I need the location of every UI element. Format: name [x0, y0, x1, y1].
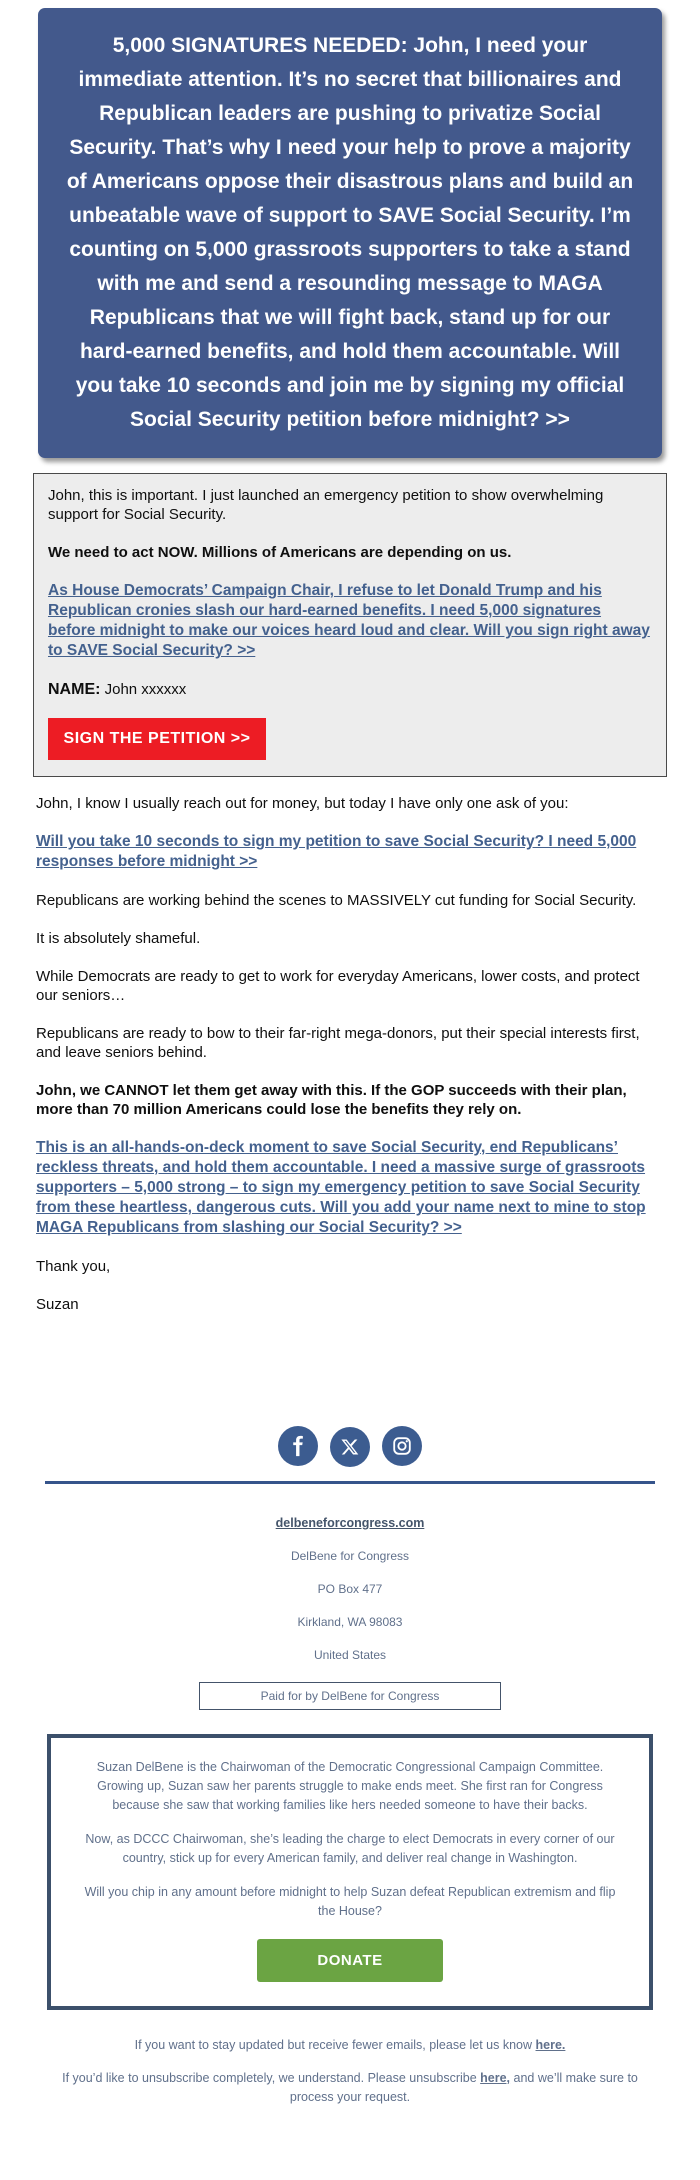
body-democrats: While Democrats are ready to get to work for everyday Americans, lower costs, and protect our seniors… — [36, 968, 640, 1004]
body-republicans-2: Republicans are ready to bow to their far-right mega-donors, put their special interests first, and leave seniors behind. — [36, 1025, 640, 1061]
address-org: DelBene for Congress — [290, 1549, 410, 1563]
footer-divider — [45, 1481, 655, 1484]
unsubscribe-text: If you’d like to unsubscribe completely, we understand. Please unsubscribe — [62, 2071, 481, 2085]
unsubscribe-link[interactable]: here, — [480, 2071, 511, 2085]
bio-paragraph-1: Suzan DelBene is the Chairwoman of the Democratic Congressional Campaign Committee. Growing up, Suzan saw her parents struggle to make ends meet. She first ran for Congress because she saw that working families like hers needed someone to have their backs. — [96, 1760, 604, 1812]
petition-urgency: We need to act NOW. Millions of Americans are depending on us. — [48, 544, 512, 561]
facebook-icon — [287, 1435, 309, 1457]
x-twitter-icon — [340, 1437, 360, 1457]
fewer-emails-text: If you want to stay updated but receive fewer emails, please let us know — [134, 2038, 536, 2052]
x-twitter-link[interactable] — [330, 1427, 370, 1467]
body-intro: John, I know I usually reach out for money, but today I have only one ask of you: — [36, 795, 569, 812]
email-preferences-footer — [40, 2036, 660, 2107]
name-label: NAME: — [48, 681, 101, 698]
body-petition-link-2[interactable]: This is an all-hands-on-deck moment to save Social Security, end Republicans’ reckless threats, and hold them accountable. I need a massive surge of grassroots supporters – 5,000 strong – to sign my emergency petition to save Social Security from these heartless, dangerous cuts. Will you add your name next to mine to stop MAGA Republicans from slashing our Social Security? >> — [36, 1139, 646, 1236]
unsubscribe-line — [40, 2069, 660, 2107]
body-petition-link-1[interactable]: Will you take 10 seconds to sign my petition to save Social Security? I need 5,000 responses before midnight >> — [36, 833, 637, 870]
bio-chip-in-ask: Will you chip in any amount before midnight to help Suzan defeat Republican extremism and flip the House? — [84, 1885, 616, 1918]
donate-button[interactable]: DONATE — [257, 1939, 443, 1982]
campaign-website-link[interactable]: delbeneforcongress.com — [275, 1516, 425, 1530]
name-line — [48, 680, 652, 699]
bio-paragraph-2: Now, as DCCC Chairwoman, she’s leading the charge to elect Democrats in every corner of our country, stick up for every American family, and deliver real change in Washington. — [85, 1832, 615, 1865]
name-value: John xxxxxx — [104, 681, 187, 698]
facebook-link[interactable] — [278, 1426, 318, 1466]
body-cannot: John, we CANNOT let them get away with this. If the GOP succeeds with their plan, more than 70 million Americans could lose the benefits they rely on. — [36, 1082, 627, 1118]
instagram-icon — [391, 1435, 413, 1457]
closing-text: Thank you, — [36, 1258, 111, 1275]
body-shameful: It is absolutely shameful. — [36, 930, 201, 947]
body-republicans: Republicans are working behind the scenes to MASSIVELY cut funding for Social Security. — [36, 892, 637, 909]
social-links-row — [0, 1426, 700, 1467]
petition-sign-link[interactable]: As House Democrats’ Campaign Chair, I refuse to let Donald Trump and his Republican cronies slash our hard-earned benefits. I need 5,000 signatures before midnight to make our voices heard loud and clear. Will you sign right away to SAVE Social Security? >> — [48, 582, 650, 659]
footer — [0, 1516, 700, 1710]
signature-text: Suzan — [36, 1296, 79, 1313]
petition-box — [33, 473, 667, 777]
unsubscribe-text-suffix: and we’ll make sure to process your request. — [289, 2071, 638, 2104]
headline-text: 5,000 SIGNATURES NEEDED: John, I need your immediate attention. It’s no secret that billionaires and Republican leaders are pushing to privatize Social Security. That’s why I need your help to prove a majority of Americans oppose their disastrous plans and build an unbeatable wave of support to SAVE Social Security. I’m counting on 5,000 grassroots supporters to take a stand with me and send a resounding message to MAGA Republicans that we will fight back, stand up for our hard-earned benefits, and hold them accountable. Will you take 10 seconds and join me by signing my official Social Security petition before midnight? >> — [66, 34, 634, 431]
sign-petition-button[interactable]: SIGN THE PETITION >> — [48, 718, 266, 760]
address-pobox: PO Box 477 — [317, 1582, 383, 1596]
bio-donate-box — [47, 1734, 653, 2010]
address-city: Kirkland, WA 98083 — [297, 1615, 403, 1629]
fewer-emails-link[interactable]: here. — [535, 2038, 566, 2052]
petition-intro: John, this is important. I just launched an emergency petition to show overwhelming support for Social Security. — [48, 487, 604, 523]
email-body — [36, 794, 664, 1314]
paid-for-disclaimer: Paid for by DelBene for Congress — [199, 1682, 501, 1710]
headline-banner — [38, 8, 662, 458]
fewer-emails-line — [40, 2036, 660, 2055]
instagram-link[interactable] — [382, 1426, 422, 1466]
address-country: United States — [313, 1648, 387, 1662]
